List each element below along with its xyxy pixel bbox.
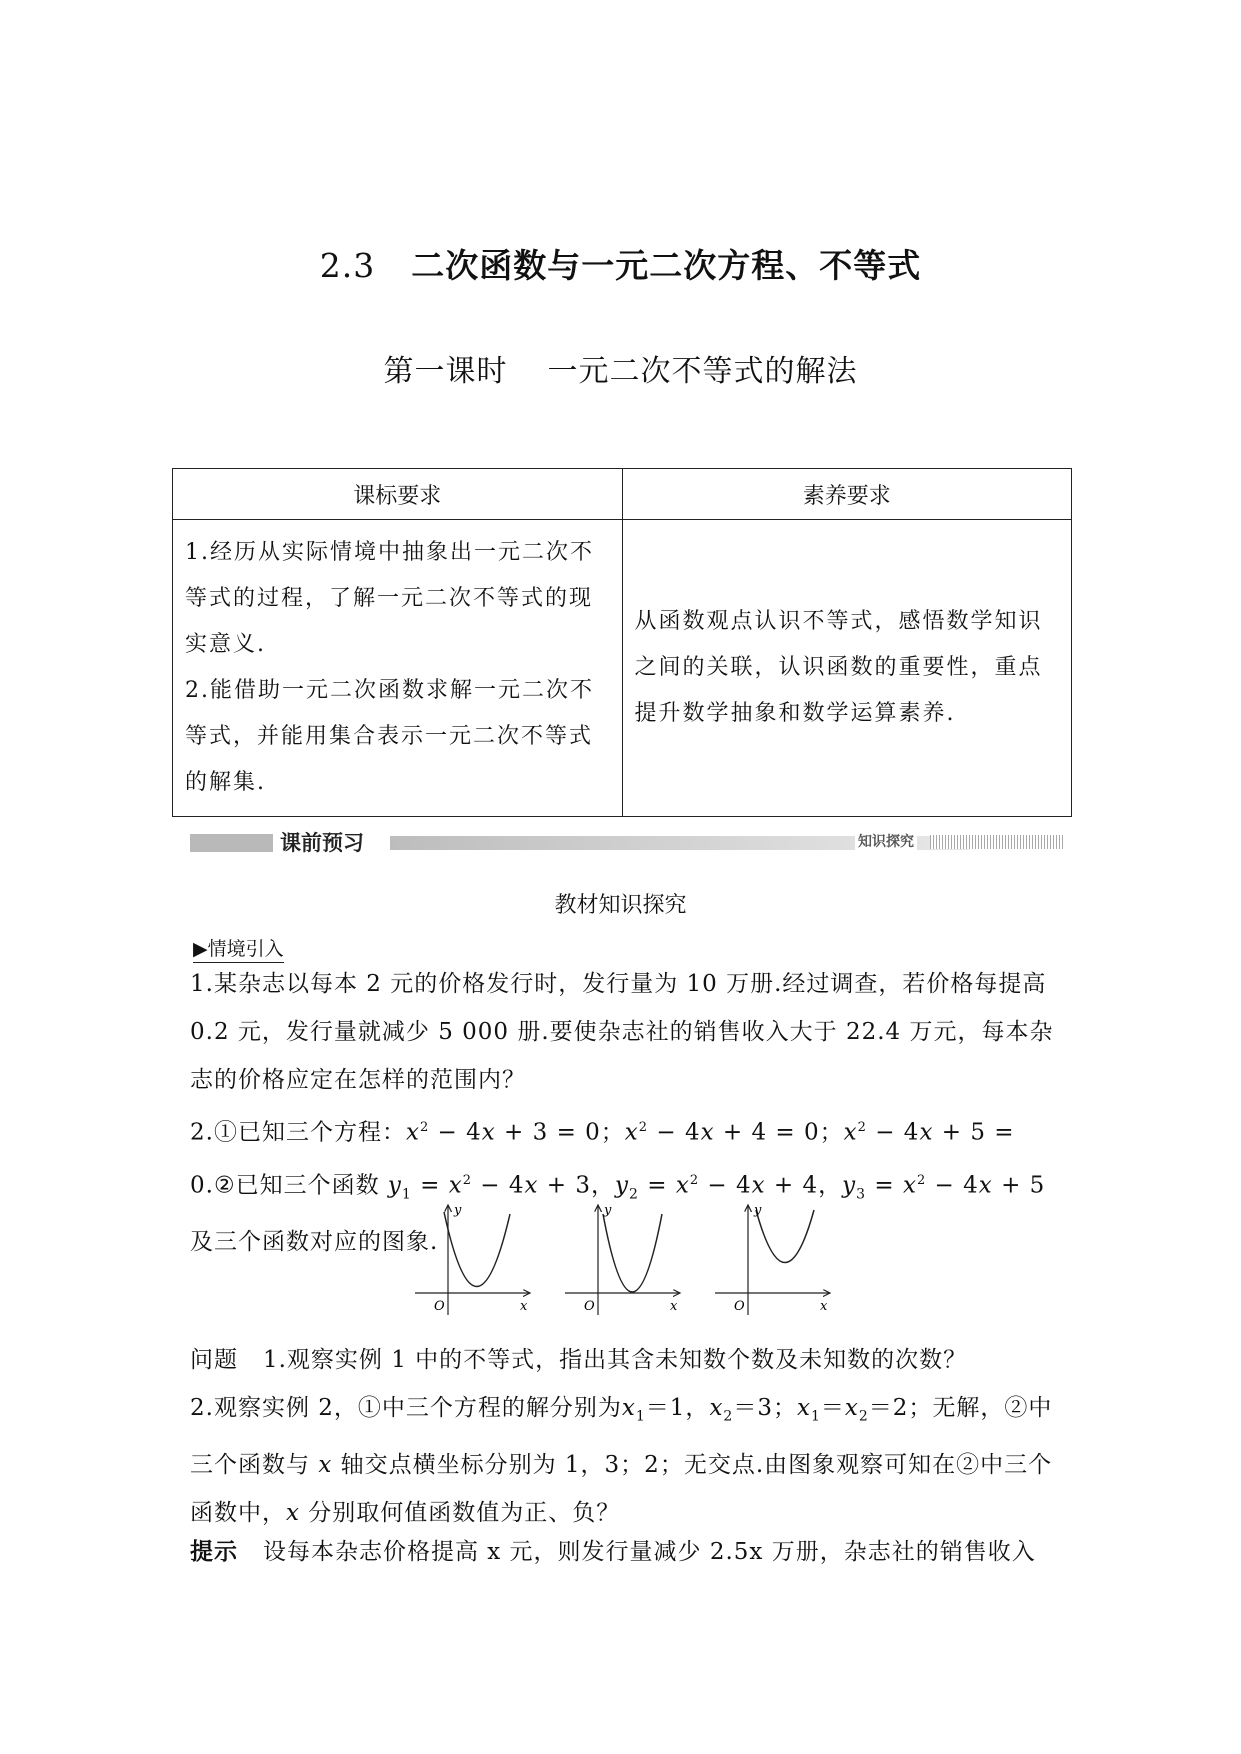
hint-label: 提示: [190, 1539, 238, 1565]
section-title: 二次函数与一元二次方程、不等式: [411, 246, 922, 285]
graph-y3-y-label: y: [754, 1203, 762, 1218]
curriculum-item-2: 2.能借助一元二次函数求解一元二次不等式，并能用集合表示一元二次不等式的解集.: [185, 678, 594, 795]
example-2-prefix: 2.①已知三个方程：: [190, 1119, 406, 1146]
section-number: 2.3: [319, 246, 376, 285]
graph-y2-y-label: y: [604, 1203, 612, 1218]
question-1: [190, 1336, 1060, 1384]
banner-label: 课前预习: [280, 831, 364, 855]
hint-text: 设每本杂志价格提高 x 元，则发行量减少 2.5x 万册，杂志社的销售收入: [262, 1539, 1036, 1565]
question-2: 2.观察实例 2，①中三个方程的解分别为$x_1=1$，$x_2=3$；$x_1=x_2=2$；无解，②中三个函数与 x 轴交点横坐标分别为 1，3；2；无交点.由图象观察可知在②中三个函数中，x 分别取何值函数值为正、负？: [190, 1395, 1053, 1526]
question-1-text: 1.观察实例 1 中的不等式，指出其含未知数个数及未知数的次数？: [262, 1347, 968, 1373]
hint: [190, 1528, 1060, 1576]
lesson-label: 第一课时: [383, 354, 508, 389]
lesson-title: 一元二次不等式的解法: [547, 354, 858, 389]
intro-label: ▶情境引入: [193, 938, 284, 963]
parabola-graphs: [410, 1200, 850, 1320]
lesson-heading: [0, 346, 1241, 390]
graph-y1: [415, 1203, 530, 1315]
graph-y3: [715, 1203, 830, 1315]
graph-y3-x-label: x: [820, 1299, 828, 1314]
col-header-curriculum: 课标要求: [173, 469, 623, 520]
graph-y1-x-label: x: [520, 1299, 528, 1314]
competency-cell: 从函数观点认识不等式，感悟数学知识之间的关联，认识函数的重要性，重点提升数学抽象和数学运算素养.: [622, 520, 1072, 817]
question-2-prefix: 2.观察实例 2，①中三个方程的解分别为: [190, 1395, 622, 1421]
example-1: 1.某杂志以每本 2 元的价格发行时，发行量为 10 万册.经过调查，若价格每提高 0.2 元，发行量就减少 5 000 册.要使杂志社的销售收入大于 22.4 万元，每本杂志的价格应定在怎样的范围内？: [190, 971, 1054, 1093]
requirements-table: [172, 468, 1072, 817]
banner-stripes: [930, 835, 1065, 849]
curriculum-cell: [173, 520, 623, 817]
col-header-competency: 素养要求: [622, 469, 1072, 520]
graph-y2-x-label: x: [670, 1299, 678, 1314]
example-2: 2.①已知三个方程：$x^2 - 4x + 3 = 0$；$x^2 - 4x + 4 = 0$；$x^2 - 4x + 5$ = 0.②已知三个函数 $y_1 = x^2 - 4x + 3$，$y_2 = x^2 - 4x + 4$，$y_3 = x^2 - 4x + 5$ 及三个函数对应的图象.: [190, 1119, 1046, 1255]
graph-y3-origin: O: [734, 1299, 745, 1314]
preview-banner: [190, 831, 1065, 853]
page-title: [0, 240, 1241, 287]
question-label: 问题: [190, 1347, 238, 1373]
graph-y2: [565, 1203, 680, 1315]
example-2-suffix: 及三个函数对应的图象.: [190, 1228, 439, 1255]
section-title: 教材知识探究: [554, 893, 687, 918]
banner-block: [190, 834, 273, 852]
banner-tag: 知识探究: [855, 831, 917, 851]
graph-y1-y-label: y: [454, 1203, 462, 1218]
intro-heading: [193, 934, 284, 961]
curriculum-item-1: 1.经历从实际情境中抽象出一元二次不等式的过程，了解一元二次不等式的现实意义.: [185, 540, 594, 657]
graph-y2-origin: O: [584, 1299, 595, 1314]
graph-y1-origin: O: [434, 1299, 445, 1314]
